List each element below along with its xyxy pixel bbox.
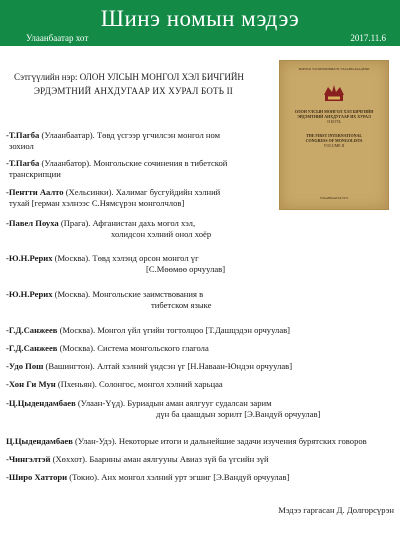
list-item [6, 343, 209, 354]
page-title: Шинэ номын мэдээ [100, 6, 300, 31]
list-item [6, 218, 211, 240]
list-item [6, 158, 227, 180]
list-item [6, 289, 211, 311]
list-item [6, 472, 289, 483]
cover-header-text: МОНГОЛ УЛСЫН ШИНЖЛЭХ УХААНЫ АКАДЕМИ [298, 67, 370, 71]
entry-author: -Ц.Цыдендамбаев [6, 398, 76, 408]
journal-intro [14, 70, 264, 98]
entry-author: -Широ Хаттори [6, 472, 68, 482]
cover-title-en-line-1: THE FIRST INTERNATIONAL [305, 133, 363, 138]
entry-text: (Улан-Удэ). Некоторые итоги и дальнейшие задачи изучения бурятских говоров [72, 436, 367, 446]
cover-title-en-line-2: CONGRESS OF MONGOLISTS [305, 138, 363, 143]
entry-text: (Вашингтон). Алтай хэлний үндсэн үг [Н.Наваан-Юндэн орчуулав] [43, 361, 293, 371]
cover-volume-en: VOLUME II [323, 143, 345, 148]
entry-text: (Хөххот). Баарины аман аялгууны Авиаз зүй ба үгсийн зүй [50, 454, 269, 464]
entry-text: (Москва). Төвд хэлэнд орсон монгол үг [52, 253, 199, 263]
entry-text: (Улаан-Үүд). Буриадын аман аялгууг судалсан зарим [75, 398, 272, 408]
entry-author: -Т.Пагба [6, 130, 40, 140]
list-item [6, 454, 269, 465]
entry-author: -Хон Ги Мун [6, 379, 56, 389]
list-item [6, 253, 225, 275]
cover-title-mn-line-2: ЭРДЭМТНИЙ АНХДУГААР ИХ ХУРАЛ [297, 114, 371, 119]
entry-text: (Улаанбатор). Монгольские сочинения в тибетской [39, 158, 228, 168]
entry-text-continued: зохиол [9, 141, 34, 151]
entry-author: -Г.Д.Санжеев [6, 343, 58, 353]
entry-text: (Токио). Анх монгол хэлний урт эгшиг [Э.Вандуй орчуулав] [67, 472, 290, 482]
entry-text: (Москва). Монгол үйл үгийн тогтолцоо [Т.Дашцэдэн орчуулав] [57, 325, 291, 335]
list-item [6, 325, 290, 336]
cover-footer: УЛААНБААТАР 1973 [319, 196, 349, 200]
entry-author: -Ю.Н.Рерих [6, 289, 53, 299]
journal-title-line-2: ЭРДЭМТНИЙ АНХДУГААР ИХ ХУРАЛ БОТЬ II [34, 86, 233, 96]
entry-text: (Москва). Система монгольского глагола [57, 343, 209, 353]
entry-text: (Хельсинки). Халимаг бусгуйдийн хэлний [63, 187, 221, 197]
list-item [6, 436, 367, 447]
signature-line: Мэдээ гаргасан Д. Долгорсүрэн [278, 505, 394, 515]
cover-title-en [286, 133, 382, 148]
journal-title-line-1: Сэтгүүлийн нэр: ОЛОН УЛСЫН МОНГОЛ ХЭЛ БИЧГИЙН [14, 72, 244, 82]
list-item [6, 130, 220, 152]
entry-author: -Т.Пагба [6, 158, 40, 168]
list-item [6, 361, 292, 372]
header-date: 2017.11.6 [350, 33, 386, 43]
header-banner [0, 0, 400, 46]
entry-text-continued: холидсон хэлний онол хоёр [111, 229, 212, 239]
entry-author: -Павел Поуха [6, 218, 59, 228]
list-item [6, 379, 223, 390]
entry-author: -Г.Д.Санжеев [6, 325, 58, 335]
entry-author: Ц.Цыдендамбаев [6, 436, 73, 446]
entry-author: -Ю.Н.Рерих [6, 253, 53, 263]
cover-volume-mn: II БОТЬ [327, 119, 341, 124]
entry-text-continued: [С.Мөөмөө орчуулав] [146, 264, 226, 274]
entry-author: -Пентти Аалто [6, 187, 64, 197]
cover-title-mn [286, 109, 382, 124]
list-item [6, 187, 220, 209]
entry-text-continued: транскрипции [9, 169, 61, 179]
entry-text: (Улаанбаатар). Төвд үсгээр үгчилсэн монгол ном [39, 130, 221, 140]
entry-author: -Чингэлтэй [6, 454, 51, 464]
emblem-icon [322, 81, 346, 105]
entry-text: (Прага). Афганистан дахь могол хэл, [58, 218, 196, 228]
cover-title-mn-line-1: ОЛОН УЛСЫН МОНГОЛ ХЭЛ БИЧГИЙН [294, 109, 374, 114]
header-city: Улаанбаатар хот [26, 33, 89, 43]
entry-author: -Удо Пош [6, 361, 44, 371]
book-cover-image [279, 60, 389, 210]
list-item [6, 398, 320, 420]
entry-text: (Москва). Монгольские заимствования в [52, 289, 204, 299]
entry-text-continued: тибетском языке [151, 300, 212, 310]
entry-text-continued: тухай [герман хэлнээс С.Нямсүрэн монголчлов] [9, 198, 185, 208]
entry-text-continued: дүн ба цаашдын зорилт [Э.Вандуй орчуулав] [156, 409, 321, 419]
entry-text: (Пхеньян). Солонгос, монгол хэлний харьцаа [55, 379, 223, 389]
